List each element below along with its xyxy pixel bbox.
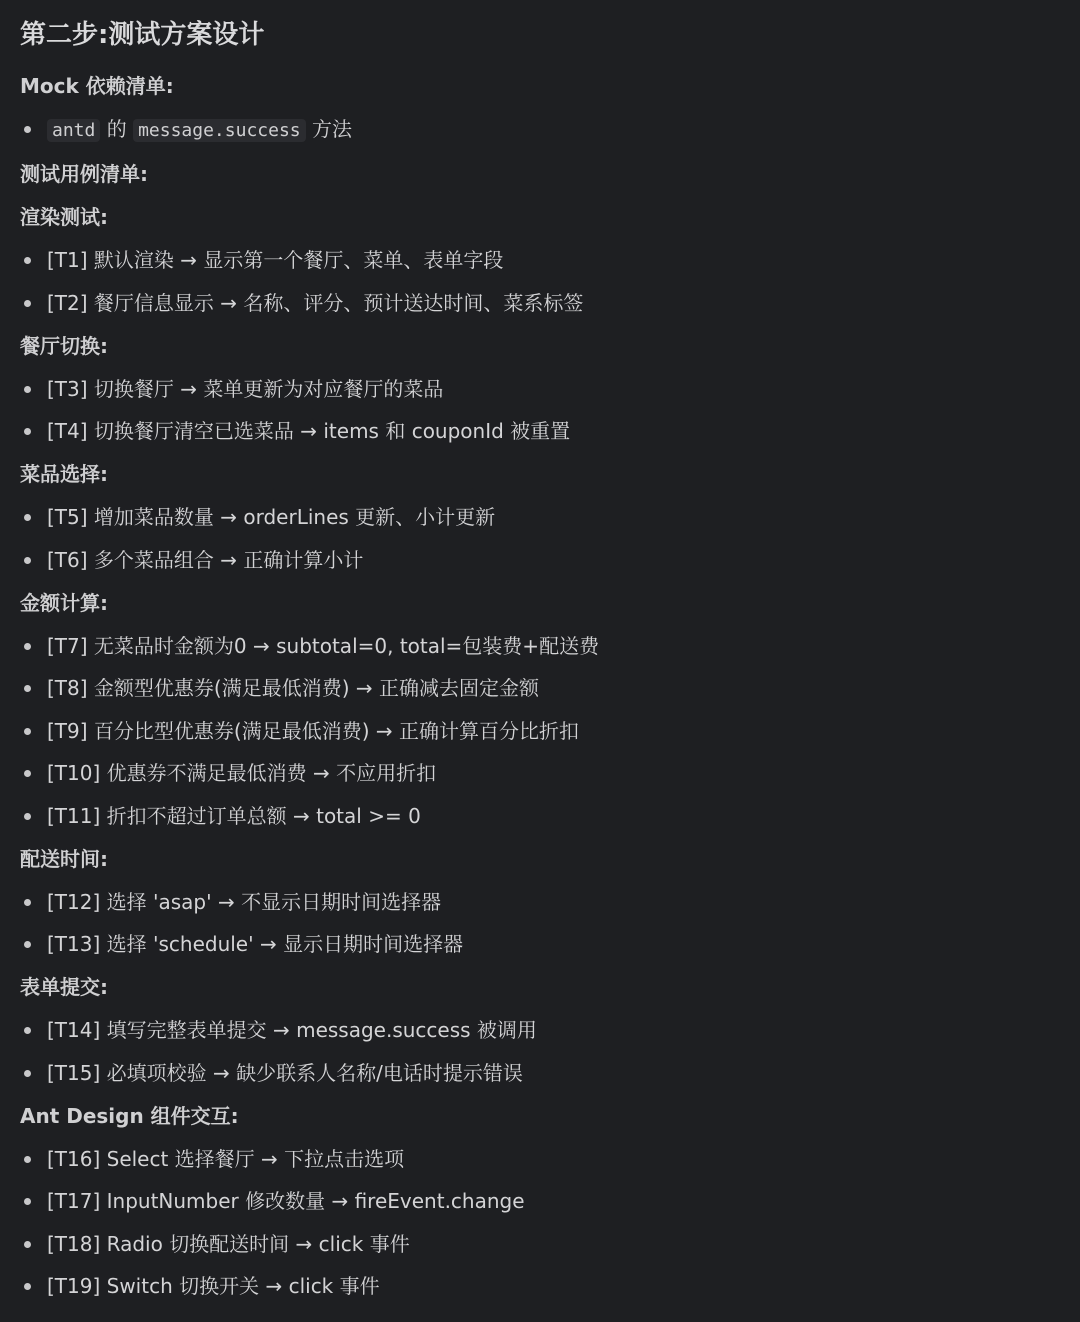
list-item-text: [T9] 百分比型优惠券(满足最低消费) → 正确计算百分比折扣 bbox=[47, 718, 579, 743]
list-item-text: [T4] 切换餐厅清空已选菜品 → items 和 couponId 被重置 bbox=[47, 419, 571, 443]
select-list bbox=[20, 503, 1060, 574]
switch-list bbox=[20, 375, 1060, 446]
delivery-list bbox=[20, 888, 1060, 959]
list-item bbox=[20, 375, 1060, 403]
bullet-icon bbox=[24, 813, 31, 820]
document bbox=[20, 12, 1060, 1315]
page-title: 第二步:测试方案设计 bbox=[20, 20, 265, 50]
list-item bbox=[20, 802, 1060, 830]
bullet-icon bbox=[24, 1156, 31, 1163]
list-item-text: [T10] 优惠券不满足最低消费 → 不应用折扣 bbox=[47, 761, 437, 785]
list-item-text: [T16] Select 选择餐厅 → 下拉点击选项 bbox=[47, 1146, 405, 1171]
list-item bbox=[20, 546, 1060, 574]
list-item bbox=[20, 1145, 1060, 1173]
list-item-text: [T2] 餐厅信息显示 → 名称、评分、预计送达时间、菜系标签 bbox=[47, 290, 584, 315]
bullet-icon bbox=[24, 1241, 31, 1248]
list-item bbox=[20, 888, 1060, 916]
bullet-icon bbox=[24, 643, 31, 650]
list-item-text: [T19] Switch 切换开关 → click 事件 bbox=[47, 1274, 380, 1298]
list-item bbox=[20, 1059, 1060, 1087]
bullet-icon bbox=[24, 728, 31, 735]
list-item-text: [T8] 金额型优惠券(满足最低消费) → 正确减去固定金额 bbox=[47, 676, 539, 700]
list-item bbox=[20, 1016, 1060, 1044]
bullet-icon bbox=[24, 257, 31, 264]
bullet-icon bbox=[24, 1198, 31, 1205]
list-item-text: [T12] 选择 'asap' → 不显示日期时间选择器 bbox=[47, 889, 442, 914]
list-item bbox=[20, 289, 1060, 317]
list-item-text: [T3] 切换餐厅 → 菜单更新为对应餐厅的菜品 bbox=[47, 376, 444, 401]
list-item bbox=[20, 632, 1060, 660]
bullet-icon bbox=[24, 386, 31, 393]
list-item bbox=[20, 674, 1060, 702]
section-heading-delivery: 配送时间: bbox=[20, 846, 108, 871]
list-item bbox=[20, 417, 1060, 445]
bullet-icon bbox=[24, 899, 31, 906]
bullet-icon bbox=[24, 1070, 31, 1077]
render-list bbox=[20, 246, 1060, 317]
bullet-icon bbox=[24, 770, 31, 777]
list-item bbox=[20, 759, 1060, 787]
list-item-text: [T15] 必填项校验 → 缺少联系人名称/电话时提示错误 bbox=[47, 1060, 523, 1085]
bullet-icon bbox=[24, 514, 31, 521]
list-item bbox=[20, 1272, 1060, 1300]
list-item-text: [T14] 填写完整表单提交 → message.success 被调用 bbox=[47, 1018, 537, 1042]
bullet-icon bbox=[24, 557, 31, 564]
list-item bbox=[20, 1187, 1060, 1215]
list-item bbox=[20, 115, 1060, 145]
amount-list bbox=[20, 632, 1060, 830]
inline-code: antd bbox=[47, 119, 100, 142]
cases-heading: 测试用例清单: bbox=[20, 162, 148, 186]
section-heading-antd: Ant Design 组件交互: bbox=[20, 1103, 239, 1128]
bullet-icon bbox=[24, 1283, 31, 1290]
mock-list bbox=[20, 115, 1060, 145]
section-heading-switch: 餐厅切换: bbox=[20, 333, 108, 358]
antd-list bbox=[20, 1145, 1060, 1301]
list-item bbox=[20, 930, 1060, 958]
bullet-icon bbox=[24, 941, 31, 948]
bullet-icon bbox=[24, 126, 31, 133]
list-item-text: [T6] 多个菜品组合 → 正确计算小计 bbox=[47, 547, 364, 572]
submit-list bbox=[20, 1016, 1060, 1087]
text-span: 方法 bbox=[312, 117, 352, 141]
section-heading-amount: 金额计算: bbox=[20, 590, 108, 615]
list-item-text: [T5] 增加菜品数量 → orderLines 更新、小计更新 bbox=[47, 505, 496, 529]
bullet-icon bbox=[24, 428, 31, 435]
list-item bbox=[20, 1230, 1060, 1258]
list-item-text: [T17] InputNumber 修改数量 → fireEvent.change bbox=[47, 1189, 525, 1213]
section-heading-select: 菜品选择: bbox=[20, 462, 108, 486]
section-heading-submit: 表单提交: bbox=[20, 975, 108, 999]
list-item-text: [T1] 默认渲染 → 显示第一个餐厅、菜单、表单字段 bbox=[47, 248, 504, 272]
text-span: 的 bbox=[106, 117, 127, 141]
bullet-icon bbox=[24, 300, 31, 307]
list-item-text: [T11] 折扣不超过订单总额 → total >= 0 bbox=[47, 803, 421, 828]
section-heading-render: 渲染测试: bbox=[20, 205, 108, 229]
inline-code: message.success bbox=[133, 119, 306, 142]
bullet-icon bbox=[24, 1027, 31, 1034]
mock-heading: Mock 依赖清单: bbox=[20, 74, 174, 98]
bullet-icon bbox=[24, 685, 31, 692]
list-item-text: [T13] 选择 'schedule' → 显示日期时间选择器 bbox=[47, 932, 464, 956]
list-item bbox=[20, 246, 1060, 274]
list-item-text: [T18] Radio 切换配送时间 → click 事件 bbox=[47, 1231, 410, 1256]
list-item bbox=[20, 503, 1060, 531]
list-item-text: [T7] 无菜品时金额为0 → subtotal=0, total=包装费+配送费 bbox=[47, 633, 600, 658]
list-item bbox=[20, 717, 1060, 745]
